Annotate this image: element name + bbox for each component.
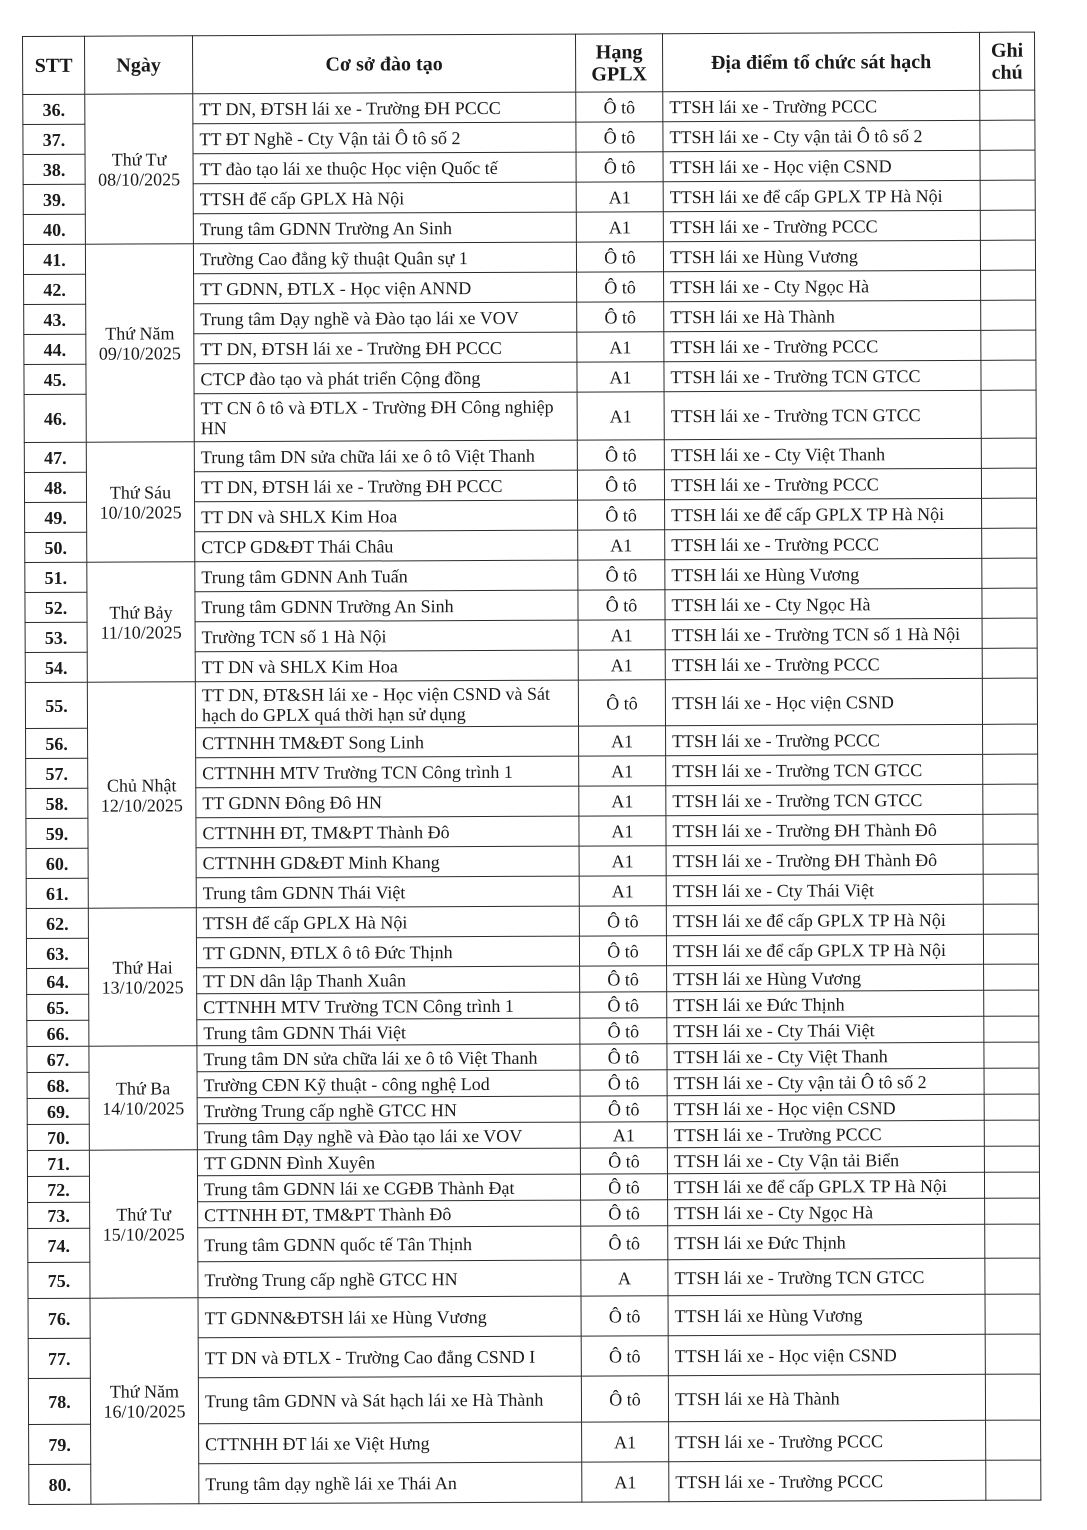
row-license-class: Ô tô bbox=[580, 1174, 667, 1200]
row-training-facility: Trung tâm DN sửa chữa lái xe ô tô Việt Thanh bbox=[197, 1044, 580, 1072]
row-license-class: A1 bbox=[580, 1122, 667, 1148]
row-training-facility: TT DN dân lập Thanh Xuân bbox=[197, 966, 580, 994]
row-license-class: A1 bbox=[577, 332, 664, 362]
row-exam-location: TTSH lái xe Hùng Vương bbox=[665, 558, 982, 589]
row-stt: 64. bbox=[27, 968, 89, 994]
row-license-class: A1 bbox=[578, 530, 665, 560]
table-row bbox=[24, 438, 1036, 472]
row-exam-location: TTSH lái xe Hà Thành bbox=[664, 300, 981, 331]
row-training-facility: Trường Trung cấp nghề GTCC HN bbox=[197, 1096, 580, 1124]
row-license-class: Ô tô bbox=[579, 906, 666, 936]
row-stt: 43. bbox=[24, 304, 86, 334]
exam-schedule-table bbox=[22, 32, 1041, 1505]
row-exam-location: TTSH lái xe - Cty vận tải Ô tô số 2 bbox=[667, 1068, 984, 1095]
row-exam-location: TTSH lái xe - Cty Thái Việt bbox=[667, 1016, 984, 1043]
row-stt: 73. bbox=[28, 1202, 90, 1228]
row-exam-location: TTSH lái xe Đức Thịnh bbox=[668, 1224, 985, 1259]
row-exam-location: TTSH lái xe - Cty Ngọc Hà bbox=[665, 588, 982, 619]
row-license-class: Ô tô bbox=[576, 152, 663, 182]
row-note bbox=[985, 1374, 1040, 1420]
row-training-facility: CTTNHH ĐT, TM&PT Thành Đô bbox=[196, 816, 579, 848]
row-note bbox=[980, 210, 1035, 240]
row-note bbox=[982, 648, 1037, 678]
row-exam-location: TTSH lái xe Hùng Vương bbox=[668, 1294, 985, 1335]
row-exam-location: TTSH lái xe - Cty Ngọc Hà bbox=[668, 1198, 985, 1225]
table-row bbox=[26, 904, 1038, 938]
row-stt: 39. bbox=[23, 184, 85, 214]
row-stt: 56. bbox=[26, 728, 88, 758]
row-license-class: A bbox=[581, 1260, 668, 1296]
row-exam-location: TTSH lái xe để cấp GPLX TP Hà Nội bbox=[667, 1172, 984, 1199]
row-exam-location: TTSH lái xe - Trường PCCC bbox=[665, 648, 982, 679]
row-note bbox=[981, 468, 1036, 498]
row-training-facility: Trung tâm GDNN Trường An Sinh bbox=[195, 590, 578, 622]
row-exam-location: TTSH lái xe - Trường ĐH Thành Đô bbox=[666, 844, 983, 875]
row-exam-location: TTSH lái xe - Cty Việt Thanh bbox=[667, 1042, 984, 1069]
row-exam-location: TTSH lái xe - Trường TCN số 1 Hà Nội bbox=[665, 618, 982, 649]
row-exam-location: TTSH lái xe để cấp GPLX TP Hà Nội bbox=[665, 498, 982, 529]
day-cell bbox=[88, 908, 197, 1046]
row-note bbox=[981, 438, 1036, 468]
row-stt: 77. bbox=[28, 1338, 90, 1378]
row-license-class: A1 bbox=[576, 212, 663, 242]
row-note bbox=[984, 990, 1039, 1016]
row-note bbox=[984, 1120, 1039, 1146]
row-stt: 61. bbox=[26, 878, 88, 908]
row-exam-location: TTSH lái xe - Trường TCN GTCC bbox=[666, 784, 983, 815]
day-weekday: Thứ Năm bbox=[109, 1380, 180, 1402]
row-stt: 79. bbox=[29, 1424, 91, 1464]
row-license-class: Ô tô bbox=[577, 470, 664, 500]
table-row bbox=[23, 240, 1035, 274]
day-cell bbox=[86, 442, 195, 562]
header-training-facility: Cơ sở đào tạo bbox=[193, 34, 576, 94]
table-row bbox=[25, 678, 1037, 728]
row-stt: 53. bbox=[25, 622, 87, 652]
row-stt: 60. bbox=[26, 848, 88, 878]
row-stt: 38. bbox=[23, 154, 85, 184]
row-note bbox=[984, 964, 1039, 990]
row-stt: 54. bbox=[25, 652, 87, 682]
row-exam-location: TTSH lái xe - Cty Ngọc Hà bbox=[664, 270, 981, 301]
row-exam-location: TTSH lái xe - Trường PCCC bbox=[669, 1420, 986, 1461]
row-training-facility: Trung tâm GDNN quốc tế Tân Thịnh bbox=[198, 1226, 581, 1262]
row-stt: 66. bbox=[27, 1020, 89, 1046]
header-row bbox=[23, 32, 1035, 94]
header-license-class bbox=[575, 34, 662, 92]
row-note bbox=[981, 270, 1036, 300]
row-stt: 78. bbox=[28, 1378, 90, 1424]
row-license-class: Ô tô bbox=[579, 936, 666, 966]
day-cell bbox=[90, 1298, 199, 1504]
header-note-line2: chú bbox=[991, 61, 1023, 84]
row-training-facility: Trung tâm GDNN Trường An Sinh bbox=[193, 212, 576, 244]
row-note bbox=[983, 904, 1038, 934]
row-exam-location: TTSH lái xe để cấp GPLX TP Hà Nội bbox=[666, 934, 983, 965]
row-note bbox=[985, 1198, 1040, 1224]
row-license-class: A1 bbox=[578, 620, 665, 650]
row-exam-location: TTSH lái xe - Học viện CSND bbox=[668, 1334, 985, 1375]
header-note-line1: Ghi bbox=[990, 39, 1024, 62]
row-exam-location: TTSH lái xe - Trường PCCC bbox=[663, 210, 980, 241]
row-stt: 37. bbox=[23, 124, 85, 154]
row-license-class: A1 bbox=[579, 726, 666, 756]
row-training-facility: TT DN và SHLX Kim Hoa bbox=[195, 650, 578, 682]
row-note bbox=[984, 1094, 1039, 1120]
day-date: 11/10/2025 bbox=[100, 621, 182, 643]
row-license-class: Ô tô bbox=[577, 440, 664, 470]
row-exam-location: TTSH lái xe - Học viện CSND bbox=[663, 150, 980, 181]
row-exam-location: TTSH lái xe - Trường TCN GTCC bbox=[666, 754, 983, 785]
row-exam-location: TTSH lái xe - Trường PCCC bbox=[669, 1460, 986, 1501]
row-note bbox=[985, 1258, 1040, 1294]
row-note bbox=[984, 1042, 1039, 1068]
schedule-body bbox=[23, 90, 1041, 1504]
row-note bbox=[983, 784, 1038, 814]
day-weekday: Thứ Tư bbox=[116, 1203, 172, 1225]
row-license-class: Ô tô bbox=[581, 1226, 668, 1260]
day-cell bbox=[87, 682, 196, 908]
row-stt: 51. bbox=[25, 562, 87, 592]
row-note bbox=[983, 754, 1038, 784]
row-note bbox=[980, 150, 1035, 180]
day-cell bbox=[89, 1150, 198, 1298]
day-cell bbox=[85, 94, 194, 244]
row-stt: 80. bbox=[29, 1464, 91, 1504]
row-note bbox=[984, 1172, 1039, 1198]
row-license-class: Ô tô bbox=[581, 1376, 668, 1422]
row-note bbox=[982, 618, 1037, 648]
row-training-facility: Trung tâm GDNN lái xe CGĐB Thành Đạt bbox=[197, 1174, 580, 1202]
row-training-facility: Trung tâm GDNN Thái Việt bbox=[196, 876, 579, 908]
row-license-class: A1 bbox=[579, 816, 666, 846]
row-training-facility: Trường TCN số 1 Hà Nội bbox=[195, 620, 578, 652]
row-note bbox=[980, 240, 1035, 270]
day-weekday: Thứ Tư bbox=[111, 148, 167, 170]
day-date: 08/10/2025 bbox=[98, 168, 181, 190]
row-training-facility: TTSH để cấp GPLX Hà Nội bbox=[196, 906, 579, 938]
row-stt: 70. bbox=[27, 1124, 89, 1150]
row-exam-location: TTSH lái xe - Cty Thái Việt bbox=[666, 874, 983, 905]
row-stt: 47. bbox=[24, 442, 86, 472]
row-stt: 71. bbox=[27, 1150, 89, 1176]
row-license-class: Ô tô bbox=[580, 1018, 667, 1044]
row-exam-location: TTSH lái xe Hà Thành bbox=[668, 1374, 985, 1421]
row-note bbox=[982, 528, 1037, 558]
row-stt: 59. bbox=[26, 818, 88, 848]
row-license-class: Ô tô bbox=[580, 992, 667, 1018]
row-training-facility: TT GDNN Đông Đô HN bbox=[196, 786, 579, 818]
row-note bbox=[980, 180, 1035, 210]
row-note bbox=[981, 330, 1036, 360]
row-stt: 48. bbox=[24, 472, 86, 502]
row-training-facility: Trung tâm Dạy nghề và Đào tạo lái xe VOV bbox=[194, 302, 577, 334]
row-license-class: Ô tô bbox=[576, 92, 663, 122]
day-weekday: Thứ Năm bbox=[105, 322, 175, 344]
row-training-facility: Trường Cao đẳng kỹ thuật Quân sự 1 bbox=[193, 242, 576, 274]
row-license-class: Ô tô bbox=[580, 1044, 667, 1070]
row-training-facility: CTTNHH MTV Trường TCN Công trình 1 bbox=[196, 756, 579, 788]
row-note bbox=[986, 1460, 1041, 1500]
day-weekday: Thứ Ba bbox=[115, 1077, 171, 1099]
row-training-facility: TT đào tạo lái xe thuộc Học viện Quốc tế bbox=[193, 152, 576, 184]
day-cell bbox=[87, 562, 196, 682]
row-stt: 63. bbox=[26, 938, 88, 968]
row-stt: 52. bbox=[25, 592, 87, 622]
row-exam-location: TTSH lái xe - Cty vận tải Ô tô số 2 bbox=[663, 120, 980, 151]
row-license-class: Ô tô bbox=[578, 560, 665, 590]
row-training-facility: TT DN và SHLX Kim Hoa bbox=[195, 500, 578, 532]
row-license-class: A1 bbox=[579, 846, 666, 876]
row-note bbox=[982, 558, 1037, 588]
row-training-facility: TT DN, ĐTSH lái xe - Trường ĐH PCCC bbox=[194, 470, 577, 502]
row-license-class: Ô tô bbox=[580, 966, 667, 992]
row-training-facility: TT GDNN&ĐTSH lái xe Hùng Vương bbox=[198, 1296, 581, 1338]
row-stt: 46. bbox=[24, 394, 86, 442]
row-note bbox=[984, 1146, 1039, 1172]
day-date: 09/10/2025 bbox=[98, 342, 181, 364]
row-note bbox=[981, 360, 1036, 390]
row-note bbox=[982, 588, 1037, 618]
table-row bbox=[25, 558, 1037, 592]
row-training-facility: Trung tâm DN sửa chữa lái xe ô tô Việt Thanh bbox=[194, 440, 577, 472]
row-training-facility: TT DN và ĐTLX - Trường Cao đẳng CSND I bbox=[198, 1336, 581, 1378]
row-license-class: Ô tô bbox=[576, 122, 663, 152]
row-license-class: Ô tô bbox=[577, 302, 664, 332]
row-stt: 49. bbox=[25, 502, 87, 532]
row-stt: 58. bbox=[26, 788, 88, 818]
table-row bbox=[28, 1294, 1040, 1338]
row-training-facility: Trường CĐN Kỹ thuật - công nghệ Lod bbox=[197, 1070, 580, 1098]
row-note bbox=[980, 120, 1035, 150]
row-license-class: A1 bbox=[576, 182, 663, 212]
row-license-class: Ô tô bbox=[576, 242, 663, 272]
row-license-class: A1 bbox=[582, 1462, 669, 1502]
row-stt: 40. bbox=[23, 214, 85, 244]
row-training-facility: Trung tâm Dạy nghề và Đào tạo lái xe VOV bbox=[197, 1122, 580, 1150]
row-note bbox=[984, 1016, 1039, 1042]
row-training-facility: TT GDNN, ĐTLX ô tô Đức Thịnh bbox=[196, 936, 579, 968]
row-note bbox=[983, 844, 1038, 874]
row-exam-location: TTSH lái xe - Trường TCN GTCC bbox=[668, 1258, 985, 1295]
table-row bbox=[23, 90, 1035, 124]
row-training-facility: CTTNHH ĐT lái xe Việt Hưng bbox=[199, 1422, 582, 1464]
header-note bbox=[979, 32, 1034, 90]
header-stt: STT bbox=[23, 36, 85, 94]
row-exam-location: TTSH lái xe - Trường PCCC bbox=[664, 468, 981, 499]
row-license-class: Ô tô bbox=[578, 500, 665, 530]
header-day: Ngày bbox=[85, 36, 193, 94]
row-stt: 62. bbox=[26, 908, 88, 938]
day-date: 12/10/2025 bbox=[100, 794, 183, 816]
row-training-facility: TT GDNN, ĐTLX - Học viện ANND bbox=[194, 272, 577, 304]
day-weekday: Thứ Sáu bbox=[109, 481, 172, 503]
row-license-class: Ô tô bbox=[580, 1096, 667, 1122]
row-license-class: Ô tô bbox=[577, 272, 664, 302]
header-license-class-line2: GPLX bbox=[591, 62, 647, 86]
row-training-facility: TT CN ô tô và ĐTLX - Trường ĐH Công nghiệp HN bbox=[194, 392, 577, 442]
row-training-facility: TT DN, ĐT&SH lái xe - Học viện CSND và Sát hạch do GPLX quá thời hạn sử dụng bbox=[195, 680, 578, 728]
row-note bbox=[980, 90, 1035, 120]
row-note bbox=[982, 678, 1037, 724]
row-training-facility: TT GDNN Đình Xuyên bbox=[197, 1148, 580, 1176]
row-note bbox=[985, 1294, 1040, 1334]
row-note bbox=[983, 724, 1038, 754]
row-note bbox=[981, 300, 1036, 330]
row-exam-location: TTSH lái xe - Trường TCN GTCC bbox=[664, 390, 981, 439]
row-license-class: A1 bbox=[579, 786, 666, 816]
row-license-class: A1 bbox=[577, 392, 664, 440]
header-exam-location: Địa điểm tổ chức sát hạch bbox=[662, 32, 979, 91]
row-exam-location: TTSH lái xe - Trường PCCC bbox=[667, 1120, 984, 1147]
day-weekday: Thứ Bảy bbox=[109, 601, 173, 623]
row-training-facility: TT ĐT Nghề - Cty Vận tải Ô tô số 2 bbox=[193, 122, 576, 154]
row-training-facility: CTTNHH TM&ĐT Song Linh bbox=[196, 726, 579, 758]
row-license-class: A1 bbox=[579, 876, 666, 906]
day-cell bbox=[89, 1046, 197, 1150]
row-exam-location: TTSH lái xe - Trường PCCC bbox=[664, 330, 981, 361]
row-license-class: Ô tô bbox=[578, 680, 665, 726]
row-license-class: Ô tô bbox=[580, 1070, 667, 1096]
day-date: 16/10/2025 bbox=[103, 1400, 186, 1422]
row-note bbox=[983, 874, 1038, 904]
row-note bbox=[985, 1224, 1040, 1258]
row-stt: 65. bbox=[27, 994, 89, 1020]
row-exam-location: TTSH lái xe - Cty Việt Thanh bbox=[664, 438, 981, 469]
row-exam-location: TTSH lái xe - Học viện CSND bbox=[667, 1094, 984, 1121]
row-stt: 75. bbox=[28, 1262, 90, 1298]
row-license-class: A1 bbox=[578, 650, 665, 680]
row-stt: 69. bbox=[27, 1098, 89, 1124]
row-exam-location: TTSH lái xe Hùng Vương bbox=[667, 964, 984, 991]
row-training-facility: CTTNHH ĐT, TM&PT Thành Đô bbox=[198, 1200, 581, 1228]
row-exam-location: TTSH lái xe - Trường TCN GTCC bbox=[664, 360, 981, 391]
row-exam-location: TTSH lái xe - Trường ĐH Thành Đô bbox=[666, 814, 983, 845]
day-weekday: Chủ Nhật bbox=[106, 774, 177, 796]
row-license-class: A1 bbox=[577, 362, 664, 392]
day-date: 13/10/2025 bbox=[101, 976, 184, 998]
row-note bbox=[985, 1334, 1040, 1374]
row-license-class: A1 bbox=[579, 756, 666, 786]
row-stt: 55. bbox=[25, 682, 87, 728]
row-license-class: Ô tô bbox=[578, 590, 665, 620]
day-weekday: Thứ Hai bbox=[112, 956, 173, 978]
row-stt: 68. bbox=[27, 1072, 89, 1098]
row-training-facility: CTTNHH MTV Trường TCN Công trình 1 bbox=[197, 992, 580, 1020]
row-training-facility: Trường Trung cấp nghề GTCC HN bbox=[198, 1260, 581, 1298]
row-stt: 74. bbox=[28, 1228, 90, 1262]
row-stt: 41. bbox=[23, 244, 85, 274]
row-training-facility: Trung tâm GDNN Thái Việt bbox=[197, 1018, 580, 1046]
row-training-facility: TTSH để cấp GPLX Hà Nội bbox=[193, 182, 576, 214]
row-training-facility: Trung tâm GDNN và Sát hạch lái xe Hà Thành bbox=[198, 1376, 581, 1424]
row-stt: 72. bbox=[27, 1176, 89, 1202]
row-stt: 67. bbox=[27, 1046, 89, 1072]
row-exam-location: TTSH lái xe - Học viện CSND bbox=[665, 678, 982, 725]
row-stt: 45. bbox=[24, 364, 86, 394]
row-exam-location: TTSH lái xe - Cty Vận tải Biển bbox=[667, 1146, 984, 1173]
row-stt: 76. bbox=[28, 1298, 90, 1338]
row-stt: 36. bbox=[23, 94, 85, 124]
row-license-class: Ô tô bbox=[581, 1200, 668, 1226]
row-license-class: Ô tô bbox=[581, 1336, 668, 1376]
header-license-class-line1: Hạng bbox=[595, 40, 643, 63]
row-note bbox=[981, 390, 1036, 438]
row-exam-location: TTSH lái xe Đức Thịnh bbox=[667, 990, 984, 1017]
row-exam-location: TTSH lái xe để cấp GPLX TP Hà Nội bbox=[666, 904, 983, 935]
row-stt: 44. bbox=[24, 334, 86, 364]
row-license-class: A1 bbox=[582, 1422, 669, 1462]
row-exam-location: TTSH lái xe để cấp GPLX TP Hà Nội bbox=[663, 180, 980, 211]
row-exam-location: TTSH lái xe - Trường PCCC bbox=[665, 528, 982, 559]
row-training-facility: CTCP GD&ĐT Thái Châu bbox=[195, 530, 578, 562]
row-license-class: Ô tô bbox=[581, 1296, 668, 1336]
day-date: 15/10/2025 bbox=[102, 1223, 185, 1245]
row-training-facility: Trung tâm dạy nghề lái xe Thái An bbox=[199, 1462, 582, 1504]
row-exam-location: TTSH lái xe Hùng Vương bbox=[663, 240, 980, 271]
row-training-facility: TT DN, ĐTSH lái xe - Trường ĐH PCCC bbox=[193, 92, 576, 124]
row-note bbox=[982, 498, 1037, 528]
row-note bbox=[983, 814, 1038, 844]
row-training-facility: Trung tâm GDNN Anh Tuấn bbox=[195, 560, 578, 592]
row-stt: 57. bbox=[26, 758, 88, 788]
row-license-class: Ô tô bbox=[580, 1148, 667, 1174]
row-exam-location: TTSH lái xe - Trường PCCC bbox=[663, 90, 980, 121]
row-stt: 42. bbox=[24, 274, 86, 304]
row-note bbox=[986, 1420, 1041, 1460]
day-cell bbox=[85, 244, 194, 442]
row-stt: 50. bbox=[25, 532, 87, 562]
row-note bbox=[983, 934, 1038, 964]
row-training-facility: TT DN, ĐTSH lái xe - Trường ĐH PCCC bbox=[194, 332, 577, 364]
row-exam-location: TTSH lái xe - Trường PCCC bbox=[666, 724, 983, 755]
row-training-facility: CTCP đào tạo và phát triển Cộng đồng bbox=[194, 362, 577, 394]
row-training-facility: CTTNHH GD&ĐT Minh Khang bbox=[196, 846, 579, 878]
day-date: 10/10/2025 bbox=[99, 501, 182, 523]
row-note bbox=[984, 1068, 1039, 1094]
day-date: 14/10/2025 bbox=[102, 1097, 185, 1119]
